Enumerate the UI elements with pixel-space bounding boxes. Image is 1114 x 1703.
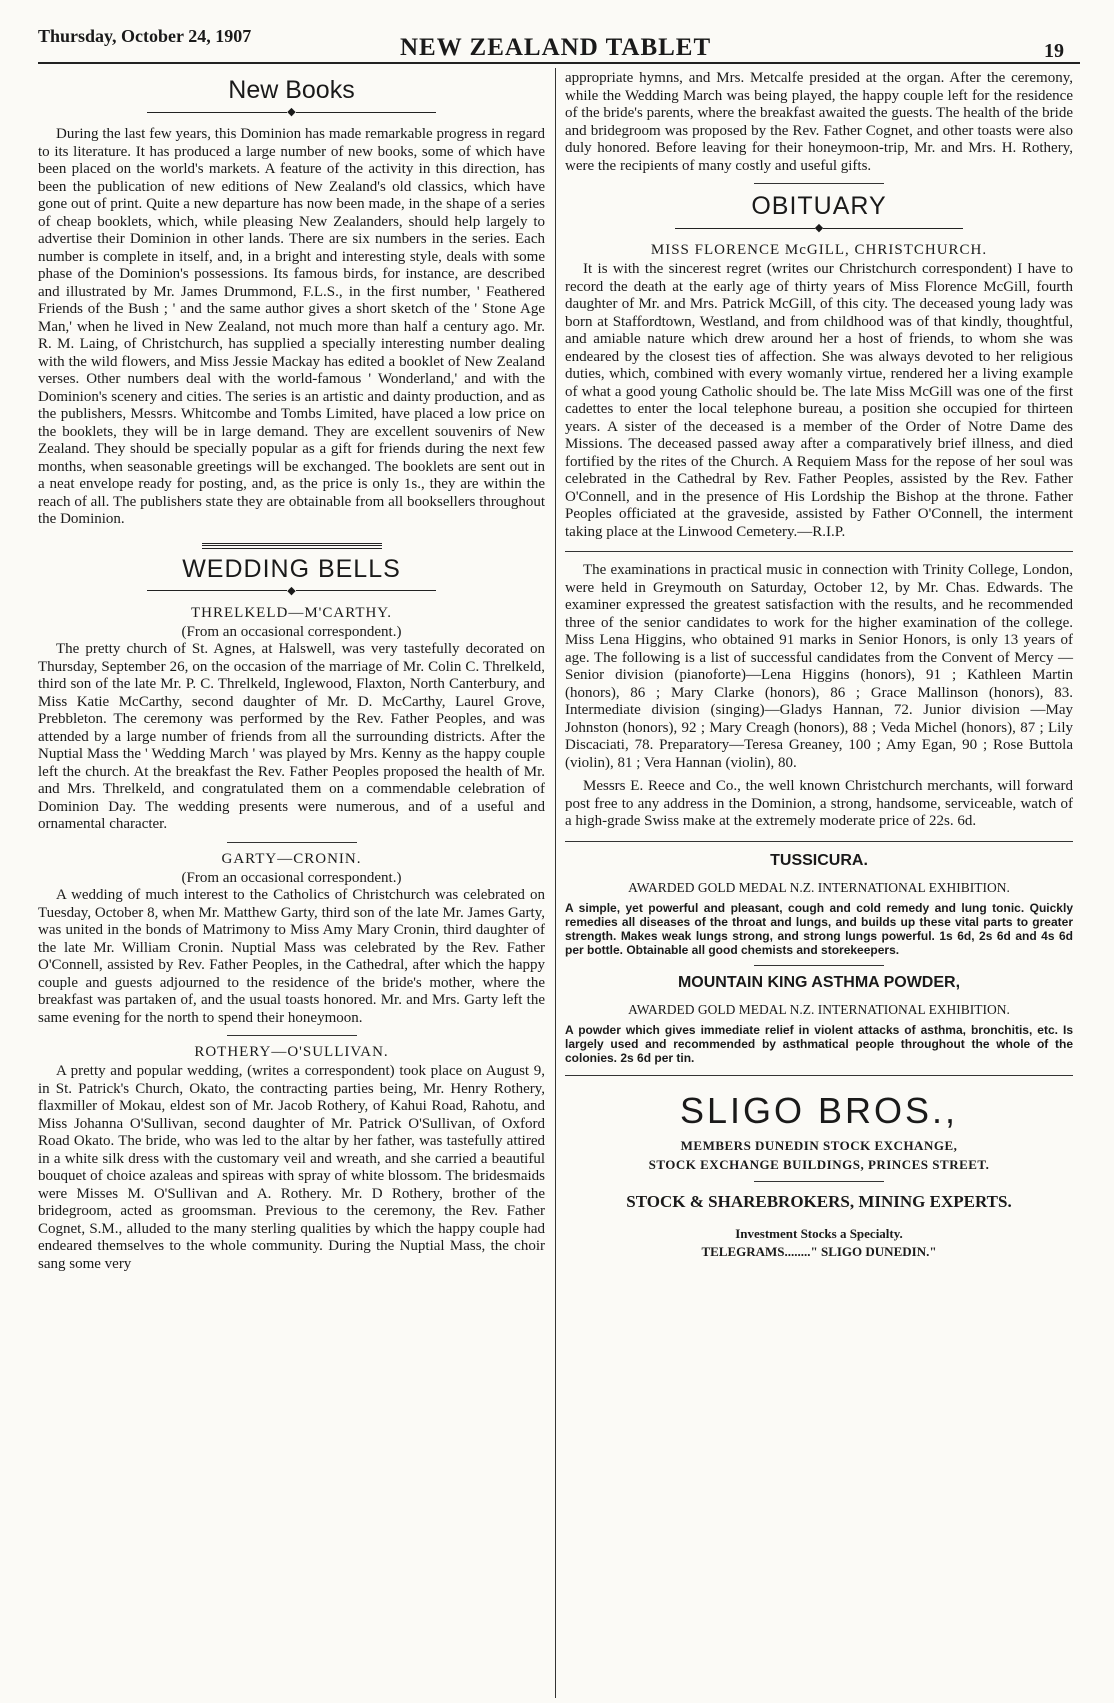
sligo-telegrams: TELEGRAMS........" SLIGO DUNEDIN." <box>701 1243 937 1259</box>
article-rule <box>227 842 357 843</box>
wedding-continuation: appropriate hymns, and Mrs. Metcalfe presided at the organ. After the ceremony, while the Wedding March was being played, the happy couple left for the residence of the bride's parents, where the breakfast awaited the guests. The health of the bride and bridegroom was proposed by the Rev. Father Cognet, and other toasts were also duly honored. Before leaving for their honeymoon-trip, Mr. and Mrs. H. Rothery, were the recipients of many costly and useful gifts. <box>565 70 1073 174</box>
wedding-title: ROTHERY—O'SULLIVAN. <box>194 1044 389 1060</box>
new-books-heading: New Books <box>228 76 355 104</box>
section-rule <box>565 1075 1073 1076</box>
advert-rule <box>754 965 884 966</box>
ornament-divider: ◆ <box>565 223 1073 234</box>
newspaper-title: NEW ZEALAND TABLET <box>400 34 712 61</box>
wedding-body: A wedding of much interest to the Catholics of Christchurch was celebrated on Tuesday, October 8, when Mr. Matthew Garty, third son of the late Mr. James Garty, was united in the bonds of Matrimony to Miss Amy Mary Cronin, third daughter of the late Mr. William Cronin. Nuptial Mass was celebrated by the Rev. Father O'Connell, assisted by Rev. Father Peoples, in the Cathedral, after which the happy couple and guests adjourned to the residence of the bride's mother, where the breakfast was partaken of, and the usual toasts honored. Mr. and Mrs. Garty left the same evening for the north to spend their honeymoon. <box>38 887 545 1026</box>
advert-award: AWARDED GOLD MEDAL N.Z. INTERNATIONAL EXHIBITION. <box>628 879 1010 895</box>
obituary-section <box>565 192 1073 541</box>
article-rule <box>227 1035 357 1036</box>
section-rule <box>202 543 382 549</box>
sligo-advert <box>565 1090 1073 1260</box>
sligo-members: MEMBERS DUNEDIN STOCK EXCHANGE, <box>680 1137 958 1153</box>
wedding-source: (From an occasional correspondent.) <box>181 623 402 640</box>
sligo-specialty: Investment Stocks a Specialty. <box>735 1225 903 1241</box>
mountain-king-advert <box>565 974 1073 1065</box>
section-rule <box>565 841 1073 842</box>
column-divider <box>555 68 556 1698</box>
ornament-divider: ◆ <box>38 107 545 118</box>
advert-body: A powder which gives immediate relief in violent attacks of asthma, bronchitis, etc. Is largely used and recommended by asthmatical people throughout the whole of the colonies. 2s 6d per tin. <box>565 1022 1073 1065</box>
section-rule <box>565 551 1073 552</box>
advert-title: MOUNTAIN KING ASTHMA POWDER, <box>677 973 961 991</box>
obituary-heading: OBITUARY <box>751 192 887 220</box>
music-exam-article: The examinations in practical music in connection with Trinity College, London, were held in Greymouth on Saturday, October 12, by Mr. Chas. Edwards. The examiner expressed the greatest satisfaction with the results, and he recommended three of the senior candidates to work for the higher examination of the college. Miss Lena Higgins, who obtained 91 marks in Senior Honors, is only 13 years of age. The following is a list of successful candidates from the Convent of Mercy —Senior division (pianoforte)—Lena Higgins (honors), 91 ; Kathleen Martin (honors), 86 ; Mary Clarke (honors), 86 ; Grace Mallinson (honors), 83. Intermediate division (singing)—Gladys Hannan, 72. Junior division —May Johnston (honors), 92 ; Mary Creagh (honors), 88 ; Veda Michel (honors), 87 ; Lily Discaciati, 78. Preparatory—Teresa Greaney, 100 ; Amy Egan, 90 ; Rose Buttola (violin), 81 ; Vera Hannan (violin), 80. <box>565 562 1073 771</box>
obituary-subhead: MISS FLORENCE McGILL, CHRISTCHURCH. <box>650 242 988 258</box>
masthead <box>38 12 1080 62</box>
new-books-article <box>38 76 545 529</box>
wedding-body: The pretty church of St. Agnes, at Halswell, was very tastefully decorated on Thursday, September 26, on the occasion of the marriage of Mr. Colin C. Threlkeld, third son of the late Mr. P. C. Threlkeld, Inglewood, Flaxton, North Canterbury, and Miss Katie McCarthy, second daughter of Mr. D. McCarthy, Laurel Grove, Prebbleton. The ceremony was performed by the Rev. Father Peoples, and was attended by a large number of friends from all the surrounding districts. After the Nuptial Mass the ' Wedding March ' was played by Mrs. Kenny as the happy couple left the church. At the breakfast the Rev. Father Peoples proposed the health of Mr. and Mrs. Threlkeld, and congratulated them on a commendable celebration of Dominion Day. The wedding presents were numerous, and of a useful and ornamental character. <box>38 641 545 832</box>
wedding-bells-section <box>38 555 545 1274</box>
wedding-title: THRELKELD—M'CARTHY. <box>191 604 392 621</box>
sligo-tagline: STOCK & SHAREBROKERS, MINING EXPERTS. <box>626 1191 1012 1211</box>
advert-body: A simple, yet powerful and pleasant, cough and cold remedy and lung tonic. Quickly remedies all diseases of the throat and lungs, and builds up these vital parts to greater strength. Makes weak lungs strong, and strong lungs powerful. 1s 6d, 2s 6d and 4s 6d per bottle. Obtainable all good chemists and storekeepers. <box>565 900 1073 957</box>
wedding-source: (From an occasional correspondent.) <box>181 869 402 886</box>
reece-notice: Messrs E. Reece and Co., the well known Christchurch merchants, will forward post free to any address in the Dominion, a strong, handsome, serviceable, watch of a high-grade Swiss make at the extremely moderate price of 22s. 6d. <box>565 778 1073 829</box>
right-column <box>565 70 1073 1262</box>
sligo-address: STOCK EXCHANGE BUILDINGS, PRINCES STREET. <box>648 1156 990 1172</box>
issue-date: Thursday, October 24, 1907 <box>38 26 252 46</box>
new-books-body: During the last few years, this Dominion has made remarkable progress in regard to its literature. It has produced a large number of new books, some of which have been placed on the world's markets. A feature of the activity in this direction, has been the publication of new editions of New Zealand's old classics, which have gone out of print. Quite a new departure has now been made, in the shape of a series of cheap booklets, which, while pleasing New Zealanders, should help largely to advertise their Dominion in other lands. There are six numbers in the series. Each number is complete in itself, and, in a bright and interesting style, deals with some phase of the Dominion's possessions. Its famous birds, for instance, are described and illustrated by Mr. James Drummond, F.L.S., in the first number, ' Feathered Friends of the Bush ; ' and the same author gives a short sketch of the ' Stone Age Man,' when he lived in New Zealand, not much more than half a century ago. Mr. R. M. Laing, of Christchurch, has supplied a specially interesting number dealing with the wild flowers, and Miss Jessie Mackay has edited a booklet of New Zealand verses. Other numbers deal with the world-famous ' Wonderland,' and with the Dominion's scenery and cities. The series is an artistic and dainty production, and as the publishers, Messrs. Whitcombe and Tombs Limited, have placed a low price on the booklets, they will be in large demand. They are excellent souvenirs of New Zealand. They should be specially popular as a gift for friends during the next few months, when seasonable greetings will be exchanged. The booklets are sent out in a neat envelope ready for posting, and, as the price is only 1s., they are within the reach of all. The publishers state they are obtainable from all booksellers throughout the Dominion. <box>38 126 545 527</box>
sligo-name: SLIGO BROS., <box>679 1089 959 1131</box>
obituary-body: It is with the sincerest regret (writes our Christchurch correspondent) I have to record the death at the early age of thirty years of Miss Florence McGill, fourth daughter of Mr. and Mrs. Patrick McGill, of this city. The deceased young lady was born at Staffordtown, Westland, and from childhood was of that kindly, thoughtful, and amiable nature which drew around her a host of friends, to whom she was endeared by the closest ties of affection. She was always devoted to her religious duties, which, combined with every womanly virtue, rendered her a living example of what a good young Catholic should be. The late Miss McGill was one of the first cadettes to enter the local telephone bureau, a position she occupied for thirteen years. A sister of the deceased is a member of the Order of Notre Dame des Missions. The deceased passed away after a comparatively brief illness, and died fortified by the rites of the Church. A Requiem Mass for the repose of her soul was celebrated in the Cathedral by Rev. Father Peoples, assisted by the Rev. Father O'Connell, and in the presence of His Lordship the Bishop at the throne. Father Peoples officiated at the graveside, assisted by Father O'Connell, the interment taking place at the Linwood Cemetery.—R.I.P. <box>565 261 1073 540</box>
tussicura-advert <box>565 852 1073 957</box>
advert-title: TUSSICURA. <box>770 851 868 869</box>
article-rule <box>754 183 884 184</box>
page-number: 19 <box>1044 40 1064 62</box>
wedding-bells-heading: WEDDING BELLS <box>182 554 401 583</box>
advert-rule <box>754 1181 884 1182</box>
ornament-divider: ◆ <box>38 586 545 597</box>
masthead-rule <box>38 62 1080 64</box>
advert-award: AWARDED GOLD MEDAL N.Z. INTERNATIONAL EXHIBITION. <box>628 1001 1010 1017</box>
wedding-title: GARTY—CRONIN. <box>221 850 362 867</box>
wedding-body: A pretty and popular wedding, (writes a correspondent) took place on August 9, in St. Patrick's Church, Okato, the contracting parties being, Mr. Henry Rothery, flaxmiller of Mokau, eldest son of Mr. Jacob Rothery, of Kahui Road, Rahotu, and Miss Johanna O'Sullivan, second daughter of Mr. Patrick O'Sullivan, of Oxford Road Okato. The bride, who was led to the altar by her father, was tastefully attired in a white silk dress with the customary veil and wreath, and she carried a beautiful bouquet of choice azaleas and spireas with spray of white blossom. The bridesmaids were Misses M. O'Sullivan and A. Rothery. Mr. D Rothery, brother of the bridegroom, acted as groomsman. Previous to the ceremony, the Rev. Father Cognet, S.M., alluded to the many sterling qualities by which the happy couple had endeared themselves to the whole community. During the Nuptial Mass, the choir sang some very <box>38 1063 545 1272</box>
left-column <box>38 70 545 1273</box>
